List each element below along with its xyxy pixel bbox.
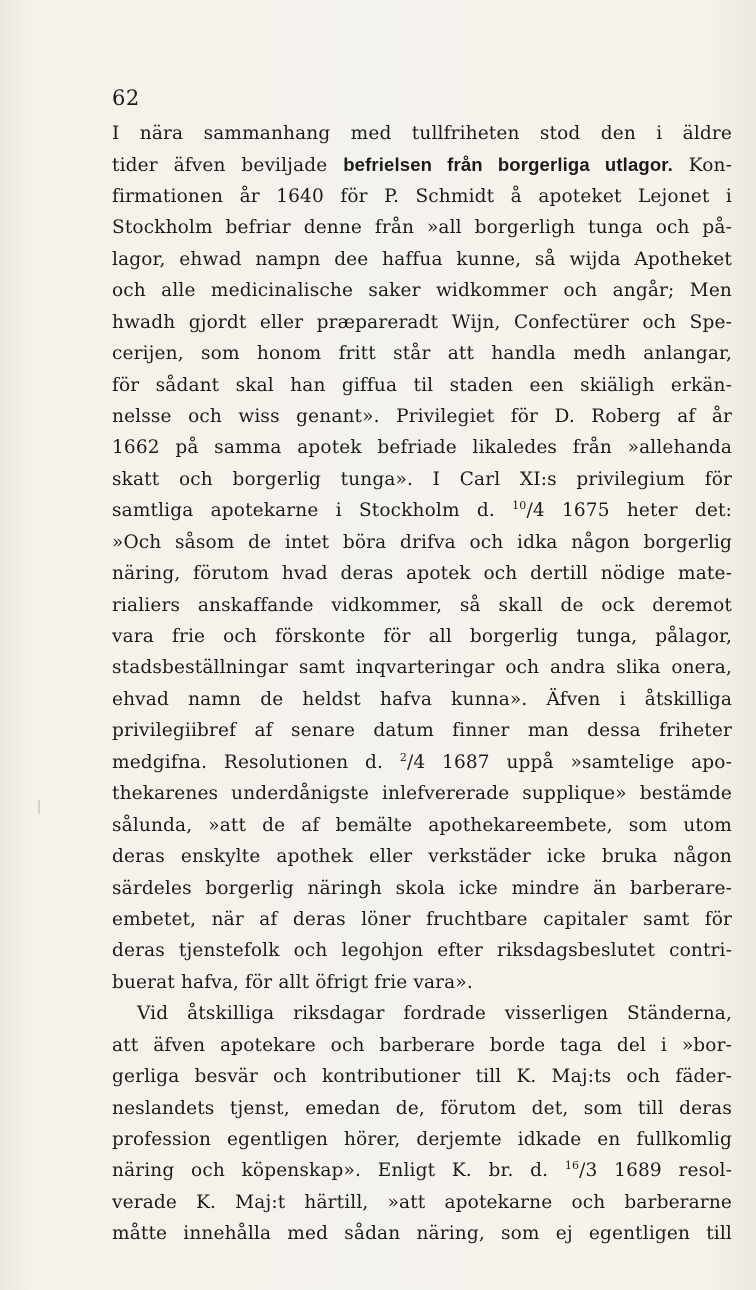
text-segment: näring och köpenskap». Enligt K. br. d. bbox=[112, 1160, 565, 1182]
body-text bbox=[112, 118, 732, 1250]
text-line bbox=[112, 1124, 732, 1155]
text-line bbox=[112, 527, 732, 558]
text-segment: särdeles borgerlig näringh skola icke mindre än barberare- bbox=[112, 877, 732, 899]
text-segment: /4 1675 heter det: bbox=[526, 500, 732, 522]
text-segment: nelsse och wiss genant». Privilegiet för D. Roberg af år bbox=[112, 405, 732, 427]
text-segment: embetet, när af deras löner fruchtbare capitaler samt för bbox=[112, 908, 732, 930]
page-number: 62 bbox=[112, 86, 140, 110]
text-line bbox=[112, 652, 732, 683]
text-segment: rialiers anskaffande vidkommer, så skall de ock deremot bbox=[112, 594, 732, 616]
text-segment: ehvad namn de heldst hafva kunna». Äfven i åtskilliga bbox=[112, 688, 732, 710]
text-line bbox=[112, 370, 732, 401]
text-segment: lagor, ehwad nampn dee haffua kunne, så wijda Apotheket bbox=[112, 248, 732, 270]
text-segment: och alle medicinalische saker widkommer och angår; Men bbox=[112, 280, 732, 302]
text-segment: /4 1687 uppå »samtelige apo- bbox=[406, 751, 732, 773]
paper-mark bbox=[38, 800, 40, 814]
text-line bbox=[112, 244, 732, 275]
text-line bbox=[112, 181, 732, 212]
text-segment: cerijen, som honom fritt står att handla medh anlangar, bbox=[112, 343, 732, 365]
text-segment: sålunda, »att de af bemälte apothekareembete, som utom bbox=[112, 814, 732, 836]
text-segment: tider äfven beviljade bbox=[112, 155, 344, 177]
text-line bbox=[112, 935, 732, 966]
text-line bbox=[112, 118, 732, 149]
text-line bbox=[112, 307, 732, 338]
text-segment: måtte innehålla med sådan näring, som ej egentligen till bbox=[112, 1223, 732, 1245]
text-segment: privilegiibref af senare datum finner man dessa friheter bbox=[112, 720, 732, 742]
text-line bbox=[112, 778, 732, 809]
text-segment: I nära sammanhang med tullfriheten stod den i äldre bbox=[112, 123, 732, 144]
text-segment: deras tjenstefolk och legohjon efter riksdagsbeslutet contri- bbox=[112, 940, 732, 962]
text-line bbox=[112, 1218, 732, 1249]
superscript: 16 bbox=[564, 1159, 580, 1173]
text-segment: 1662 på samma apotek befriade likaledes från »allehanda bbox=[112, 437, 732, 459]
text-segment: neslandets tjenst, emedan de, förutom det, som till deras bbox=[112, 1097, 732, 1119]
text-segment: buerat hafva, för allt öfrigt frie vara». bbox=[112, 971, 473, 993]
text-segment: hwadh gjordt eller præpareradt Wijn, Confectürer och Spe- bbox=[112, 311, 732, 333]
superscript: 2 bbox=[399, 750, 407, 764]
bold-phrase: befrielsen från borgerliga utlagor. bbox=[343, 154, 673, 176]
text-line bbox=[112, 401, 732, 432]
text-line bbox=[112, 212, 732, 243]
text-line bbox=[112, 149, 732, 180]
text-segment: /3 1689 resol- bbox=[579, 1160, 732, 1182]
text-line bbox=[112, 432, 732, 463]
text-segment: för sådant skal han giffua til staden een skiäligh erkän- bbox=[112, 374, 732, 396]
text-line bbox=[112, 841, 732, 872]
text-segment: verade K. Maj:t härtill, »att apotekarne och barberarne bbox=[112, 1191, 732, 1213]
text-segment: »Och såsom de intet böra drifva och idka någon borgerlig bbox=[112, 531, 732, 553]
text-line bbox=[112, 967, 732, 998]
text-segment: gerliga besvär och kontributioner till K. Maj:ts och fäder- bbox=[112, 1066, 732, 1088]
text-segment: Vid åtskilliga riksdagar fordrade visserligen Ständerna, bbox=[137, 1003, 732, 1025]
text-segment: att äfven apotekare och barberare borde taga del i »bor- bbox=[112, 1034, 732, 1056]
text-line bbox=[112, 590, 732, 621]
text-line bbox=[112, 464, 732, 495]
text-line bbox=[112, 998, 732, 1029]
text-line bbox=[112, 621, 732, 652]
text-segment: stadsbeställningar samt inqvarteringar och andra slika onera, bbox=[112, 657, 732, 679]
text-segment: firmationen år 1640 för P. Schmidt å apoteket Lejonet i bbox=[112, 185, 732, 207]
text-line bbox=[112, 1155, 732, 1186]
text-segment: näring, förutom hvad deras apotek och dertill nödige mate- bbox=[112, 563, 732, 585]
text-line bbox=[112, 904, 732, 935]
text-line bbox=[112, 873, 732, 904]
text-segment: thekarenes underdånigste inlefvererade supplique» bestämde bbox=[112, 783, 732, 805]
text-line bbox=[112, 684, 732, 715]
text-line bbox=[112, 495, 732, 526]
text-line bbox=[112, 1093, 732, 1124]
text-segment: Stockholm befriar denne från »all borgerligh tunga och på- bbox=[112, 217, 732, 239]
text-line bbox=[112, 1187, 732, 1218]
text-line bbox=[112, 747, 732, 778]
text-segment: deras enskylte apothek eller verkstäder icke bruka någon bbox=[112, 846, 732, 868]
text-segment: Kon- bbox=[672, 155, 732, 177]
text-line bbox=[112, 1061, 732, 1092]
superscript: 10 bbox=[512, 499, 527, 513]
text-line bbox=[112, 715, 732, 746]
text-line bbox=[112, 275, 732, 306]
text-line bbox=[112, 338, 732, 369]
text-segment: skatt och borgerlig tunga». I Carl XI:s privilegium för bbox=[112, 468, 732, 490]
text-line bbox=[112, 558, 732, 589]
text-line bbox=[112, 810, 732, 841]
text-segment: profession egentligen hörer, derjemte idkade en fullkomlig bbox=[112, 1129, 732, 1150]
text-segment: samtliga apotekarne i Stockholm d. bbox=[112, 500, 513, 522]
text-line bbox=[112, 1030, 732, 1061]
text-segment: vara frie och förskonte för all borgerlig tunga, pålagor, bbox=[112, 626, 732, 647]
text-segment: medgifna. Resolutionen d. bbox=[112, 751, 400, 773]
